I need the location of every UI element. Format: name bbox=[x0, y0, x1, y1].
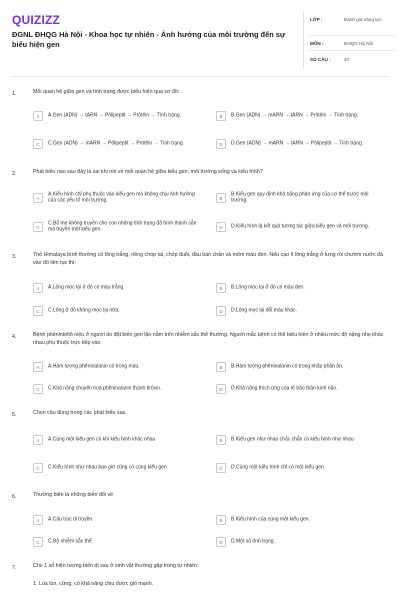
option-letter-box: A bbox=[33, 193, 43, 203]
option-letter-box: C bbox=[33, 463, 43, 473]
option-letter-box: C bbox=[33, 384, 43, 394]
option-letter-box: D bbox=[216, 222, 226, 232]
option-letter-box: D bbox=[216, 139, 226, 149]
option-text: A.Cùng một kiểu gen có khi kiểu hình khác nhau bbox=[48, 436, 156, 443]
meta-class-label: LỚP : bbox=[310, 17, 323, 22]
option-d[interactable] bbox=[216, 134, 391, 153]
question-number: 1. bbox=[12, 91, 17, 97]
option-d[interactable] bbox=[216, 217, 391, 236]
option-text: A.Hàm lượng phêninalanin có trong máu. bbox=[48, 363, 140, 370]
option-text: B.Hàm lượng phêninalanin có trong khẩu phần ăn. bbox=[231, 363, 344, 370]
option-letter-box: C bbox=[33, 139, 43, 149]
option-text: C.Kiểu hình như nhau bao giờ cũng có cùng kiểu gen bbox=[48, 464, 167, 471]
option-text: B.Kiểu gen như nhau chắc chắn có kiểu hình như nhau bbox=[231, 436, 354, 443]
option-letter-box: B bbox=[216, 111, 226, 121]
option-letter-box: B bbox=[216, 193, 226, 203]
question-number: 5. bbox=[12, 412, 17, 418]
option-letter-box: A bbox=[33, 283, 43, 293]
option-d[interactable] bbox=[216, 532, 391, 551]
option-text: C.Bộ nhiễm sắc thể. bbox=[48, 538, 94, 545]
meta-divider bbox=[310, 50, 394, 51]
option-text: D.Lông mọc lại đổi màu khác. bbox=[231, 307, 297, 314]
question-text: Bệnh phêninkêtô niệu ở người do đột biến gen lặn nằm trên nhiễm sắc thể thường. Người mắc bệnh có thể biểu hiện ở nhiều mức độ nặng nhẹ khác nhau phụ thuộc trực tiếp vào bbox=[33, 332, 384, 346]
logo-text: QUIZIZZ bbox=[12, 13, 61, 27]
option-letter-box: D bbox=[216, 306, 226, 316]
option-letter-box: B bbox=[216, 515, 226, 525]
question-text: Chọn câu đúng trong các phát biểu sau bbox=[33, 410, 126, 416]
meta-class-value: Đánh giá năng lực bbox=[344, 17, 382, 22]
option-b[interactable] bbox=[216, 188, 391, 207]
option-text: C.Gen (ADN) → mARN → Pôlipeptit → Prôtêin → Tính trạng. bbox=[48, 140, 185, 147]
option-a[interactable] bbox=[33, 357, 213, 376]
option-b[interactable] bbox=[216, 430, 391, 449]
header-divider bbox=[12, 76, 388, 77]
option-c[interactable] bbox=[33, 532, 213, 551]
option-b[interactable] bbox=[216, 510, 391, 529]
option-text: C.Khả năng chuyển hoá phêninalanin thành tirôxin. bbox=[48, 385, 162, 392]
question-number: 4. bbox=[12, 334, 17, 340]
option-text: A.Gen (ADN) → tARN → Pôlipeptit → Prôtêin → Tính trạng. bbox=[48, 112, 182, 119]
option-a[interactable] bbox=[33, 188, 213, 207]
option-letter-box: D bbox=[216, 384, 226, 394]
option-c[interactable] bbox=[33, 458, 213, 477]
option-letter-box: D bbox=[216, 463, 226, 473]
question-number: 6. bbox=[12, 494, 17, 500]
option-text: B.Gen (ADN) → mARN → tARN → Prôtêin → Tính trạng. bbox=[231, 112, 359, 119]
option-letter-box: B bbox=[216, 283, 226, 293]
option-d[interactable] bbox=[216, 458, 391, 477]
option-text: A.Cấu trúc di truyền. bbox=[48, 516, 94, 523]
question-text: Thỏ Himalaya bình thường có lông trắng, riêng chóp tai, chóp đuôi, đầu bàn chân và mõm màu đen. Nếu cạo ít lông trắng ở lưng rồi chườm nước đá vào đó liên tục thì: bbox=[33, 252, 383, 266]
option-c[interactable] bbox=[33, 134, 213, 153]
meta-count-label: SỐ CÂU : bbox=[310, 57, 331, 62]
question-text: Thường biến là những biến đổi về bbox=[33, 492, 114, 498]
option-text: B.Kiểu gen quy định khả năng phản ứng của cơ thể trước môi trường. bbox=[231, 190, 369, 204]
option-text: D.Một số tính trạng. bbox=[231, 538, 275, 545]
meta-divider bbox=[310, 35, 394, 36]
meta-subject-value: ĐHQG Hà Nội bbox=[344, 41, 374, 46]
option-a[interactable] bbox=[33, 106, 213, 125]
meta-count-value: 20 bbox=[344, 57, 350, 62]
option-text: A.Lông mọc lại ở đó có màu trắng. bbox=[48, 284, 125, 291]
option-text: C.Bố mẹ không truyền cho con những tính trạng đã hình thành sẵn mà truyền một kiểu gen. bbox=[48, 219, 197, 233]
worksheet-title: ĐGNL ĐHQG Hà Nội - Khoa học tự nhiên - Ảnh hưởng của môi trường đến sự biểu hiện gen bbox=[12, 30, 286, 49]
option-letter-box: B bbox=[216, 362, 226, 372]
option-letter-box: A bbox=[33, 362, 43, 372]
meta-subject-label: MÔN : bbox=[310, 41, 324, 46]
option-text: C.Lông ở đó không mọc lại nữa. bbox=[48, 307, 120, 314]
option-text: D.Khả năng thích ứng của tế bào thần kinh não. bbox=[231, 385, 338, 392]
option-text: B.Kiểu hình của cùng một kiểu gen. bbox=[231, 516, 310, 523]
option-d[interactable] bbox=[216, 379, 391, 398]
option-a[interactable] bbox=[33, 430, 213, 449]
option-letter-box: C bbox=[33, 537, 43, 547]
option-text: D.Gen (ADN) → mARN → tARN → Pôlipeptit → Tính trạng. bbox=[231, 140, 364, 147]
option-letter-box: A bbox=[33, 515, 43, 525]
question-statement: 1. Lúa lùn, cứng, có khả năng chịu được gió mạnh. bbox=[33, 581, 154, 587]
question-number: 2. bbox=[12, 171, 17, 177]
option-letter-box: C bbox=[33, 306, 43, 316]
option-a[interactable] bbox=[33, 278, 213, 297]
question-text: Phát biểu nào sau đây là sai khi nói về mối quan hệ giữa kiểu gen, môi trường sống và kiểu hình? bbox=[33, 169, 263, 175]
option-text: D.Kiểu hình là kết quả tương tác giữa kiểu gen và môi trường. bbox=[231, 223, 370, 230]
option-a[interactable] bbox=[33, 510, 213, 529]
option-c[interactable] bbox=[33, 379, 213, 398]
option-letter-box: A bbox=[33, 435, 43, 445]
option-text: B.Lông mọc lại ở đó có màu đen. bbox=[231, 284, 305, 291]
option-letter-box: A bbox=[33, 111, 43, 121]
option-d[interactable] bbox=[216, 301, 391, 320]
option-b[interactable] bbox=[216, 106, 391, 125]
option-letter-box: C bbox=[33, 222, 43, 232]
question-number: 3. bbox=[12, 254, 17, 260]
question-number: 7. bbox=[12, 565, 17, 571]
meta-panel bbox=[303, 11, 394, 69]
option-b[interactable] bbox=[216, 278, 391, 297]
option-b[interactable] bbox=[216, 357, 391, 376]
option-letter-box: D bbox=[216, 537, 226, 547]
option-c[interactable] bbox=[33, 301, 213, 320]
option-c[interactable] bbox=[33, 217, 213, 236]
option-letter-box: B bbox=[216, 435, 226, 445]
quizizz-logo bbox=[12, 13, 60, 27]
option-text: A.Kiểu hình chỉ phụ thuộc vào kiểu gen mà không chịu ảnh hưởng của các yếu tố môi trường. bbox=[48, 190, 195, 204]
question-text: Mối quan hệ giữa gen và tính trạng được biểu hiện qua sơ đồ: bbox=[33, 89, 180, 95]
question-text: Cho 1 số hiện tượng biến dị sau ở sinh vật thường gặp trong tự nhiên: bbox=[33, 563, 199, 569]
option-text: D.Cùng một kiểu hình chỉ có một kiểu gen bbox=[231, 464, 324, 471]
